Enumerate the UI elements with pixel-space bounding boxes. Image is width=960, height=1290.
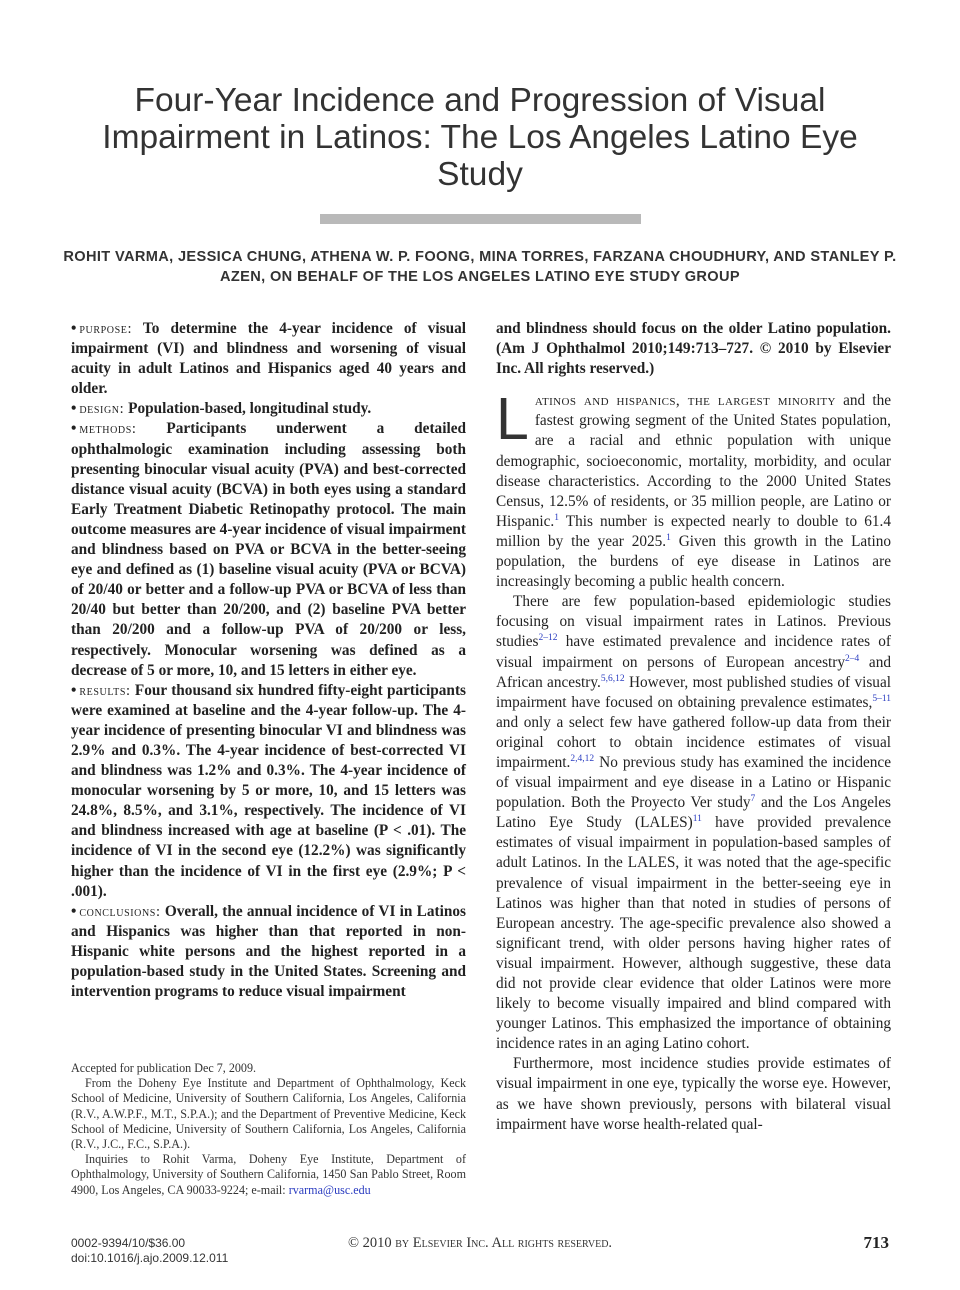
citation-link[interactable]: 2,4,12 bbox=[570, 753, 595, 764]
citation-link[interactable]: 2–12 bbox=[538, 633, 558, 644]
correspondence-text: Inquiries to Rohit Varma, Doheny Eye Institute, Department of Ophthalmology, University of Southern California, 1450 San Pablo Street, Room 4900, Los Angeles, CA 90033-9224; e-mail: bbox=[71, 1152, 466, 1197]
citation-link[interactable]: 11 bbox=[692, 814, 702, 825]
intro-paragraph-2 bbox=[496, 592, 891, 1054]
citation-link[interactable]: 5,6,12 bbox=[600, 673, 625, 684]
body-text: There are few population-based epidemiologic studies focusing on visual impairment rates in Latinos. Previous studies bbox=[496, 593, 891, 651]
body-text: and only a select few have gathered follow-up data from their original cohort to obtain incidence estimates of visual impairment. bbox=[496, 713, 891, 771]
body-text: No previous study has examined the incidence of visual impairment and eye disease in a Latino or Hispanic population. Both the Proyecto Ver study bbox=[496, 753, 891, 812]
doi-link[interactable]: doi:10.1016/j.ajo.2009.12.011 bbox=[71, 1251, 229, 1265]
citation-link[interactable]: 1 bbox=[554, 512, 559, 523]
purpose-heading: purpose: bbox=[79, 321, 133, 337]
bullet-icon: • bbox=[71, 681, 77, 699]
footnotes bbox=[71, 1061, 466, 1198]
body-text: and the fastest growing segment of the United States population, are a racial and ethnic population with unique demographic, socioeconomic, mortality, morbidity, and ocular disease characteristics. According to the 2000 United States Census, 12.5% of residents, or 35 million people, are Latino or Hispanic. bbox=[496, 392, 892, 530]
methods-text: Participants underwent a detailed ophthalmologic examination including assessing both presenting binocular visual acuity (PVA) and best-corrected distance visual acuity (BCVA) in both eyes using a standard Early Treatment Diabetic Retinopathy protocol. The main outcome measures are 4-year incidence of visual impairment and blindness based on PVA or BCVA in the better-seeing eye and defined as (1) baseline visual acuity (PVA or BCVA) of 20/40 or better and a follow-up PVA or BCVA of less than 20/40 but better than 20/200, and (2) baseline PVA better than 20/200 and a follow-up PVA of 20/200 or less, respectively. Monocular worsening was defined as a decrease of 5 or more, 10, and 15 letters in either eye. bbox=[71, 420, 466, 679]
citation-link[interactable]: 1 bbox=[666, 532, 671, 543]
abstract-purpose bbox=[71, 319, 466, 399]
abstract-column bbox=[71, 319, 466, 1002]
abstract-citation: (Am J Ophthalmol 2010;149:713–727. © 2010 by Elsevier Inc. All rights reserved.) bbox=[496, 340, 891, 378]
body-text: However, most published studies of visual impairment have focused on obtaining prevalence estimates, bbox=[496, 673, 891, 711]
intro-paragraph-1 bbox=[496, 386, 892, 592]
page-number: 713 bbox=[863, 1233, 889, 1252]
body-text: and African ancestry. bbox=[496, 653, 891, 691]
drop-cap: L bbox=[496, 386, 529, 453]
results-text: Four thousand six hundred fifty-eight participants were examined at baseline and the 4-year follow-up. The 4-year incidence of presenting binocular VI and blindness was 2.9% and 0.3%. The 4-year incidence of best-corrected VI and blindness was 1.2% and 0.3%. The 4-year incidence of monocular worsening by 5 or more, 10, and 15 letters was 24.8%, 8.5%, and 3.1%, respectively. The incidence of VI and blindness increased with age at baseline (P < .01). The incidence of VI in the second eye (12.2%) was significantly higher than the incidence of VI in the first eye (2.9%; P < .001). bbox=[71, 681, 466, 900]
bullet-icon: • bbox=[71, 902, 77, 920]
bullet-icon: • bbox=[71, 420, 77, 438]
body-text: have estimated prevalence and incidence rates of visual impairment on persons of European ancestry bbox=[496, 633, 892, 671]
email-link[interactable]: rvarma@usc.edu bbox=[288, 1182, 371, 1197]
intro-paragraph-3: Furthermore, most incidence studies provide estimates of visual impairment in one eye, typically the worse eye. However, as we have shown previously, persons with bilateral visual impairment have worse health-related qual- bbox=[496, 1055, 891, 1133]
footer-copyright bbox=[300, 1235, 660, 1252]
purpose-text: To determine the 4-year incidence of visual impairment (VI) and blindness and worsening of visual acuity in adult Latinos and Hispanics aged 40 years and older. bbox=[71, 320, 466, 398]
affiliation-note: From the Doheny Eye Institute and Department of Ophthalmology, Keck School of Medicine, University of Southern California, Los Angeles, California (R.V., A.W.P.F., M.T., S.P.A.); and the Department of Preventive Medicine, Keck School of Medicine, University of Southern California, Los Angeles, California (R.V., J.C., F.C., S.P.A.). bbox=[71, 1076, 466, 1152]
bullet-icon: • bbox=[71, 320, 77, 337]
lead-in-text: atinos and hispanics, the largest minority bbox=[534, 392, 836, 410]
conclusions-text: Overall, the annual incidence of VI in Latinos and Hispanics was higher than that reported in non-Hispanic white persons and the highest reported in a population-based study in the United States. Screening and intervention programs to reduce visual impairment bbox=[71, 902, 466, 1001]
abstract-conclusions bbox=[71, 902, 466, 1002]
citation-link[interactable]: 7 bbox=[750, 794, 756, 805]
body-text: have provided prevalence estimates of visual impairment in population-based samples of adult Latinos. In the LALES, it was noted that the age-specific prevalence of visual impairment in the better-seeing eye in Latinos was higher than that noted in studies of persons of European ancestry. The age-specific prevalence also showed a significant trend, with older persons having higher rates of visual impairment. However, although suggestive, these data did not provide clear evidence that older Latinos were more likely to become visually impaired and blind compared with younger Latinos. This emphasized the importance of obtaining incidence rates in an aging Latino cohort. bbox=[496, 814, 891, 1053]
copyright-text: © 2010 by Elsevier Inc. All rights reserved. bbox=[347, 1235, 613, 1251]
results-heading: results: bbox=[79, 682, 131, 699]
design-text: Population-based, longitudinal study. bbox=[128, 400, 372, 418]
body-text: This number is expected nearly to double to 61.4 million by the year 2025. bbox=[496, 512, 891, 550]
correspondence-note bbox=[71, 1152, 466, 1198]
abstract-results bbox=[71, 681, 466, 902]
author-list: ROHIT VARMA, JESSICA CHUNG, ATHENA W. P. FOONG, MINA TORRES, FARZANA CHOUDHURY, AND STANLEY P. AZEN, ON BEHALF OF THE LOS ANGELES LATINO EYE STUDY GROUP bbox=[63, 249, 897, 285]
design-heading: design: bbox=[79, 401, 125, 418]
article-title: Four-Year Incidence and Progression of Visual Impairment in Latinos: The Los Angeles Latino Eye Study bbox=[102, 82, 858, 193]
abstract-design bbox=[71, 399, 466, 419]
citation-link[interactable]: 5–11 bbox=[872, 693, 891, 704]
footer-identifiers bbox=[71, 1236, 228, 1266]
title-divider bbox=[320, 214, 641, 224]
abstract-conclusion-continued bbox=[496, 319, 891, 379]
body-text: and the Los Angeles Latino Eye Study (LALES) bbox=[496, 794, 892, 832]
body-column bbox=[496, 319, 891, 1135]
body-text: Given this growth in the Latino population, the burdens of eye disease in Latinos are increasingly becoming a public health concern. bbox=[496, 532, 892, 591]
accepted-date: Accepted for publication Dec 7, 2009. bbox=[71, 1061, 257, 1075]
conclusions-continued-text: and blindness should focus on the older Latino population. bbox=[496, 320, 891, 337]
methods-heading: methods: bbox=[79, 421, 137, 438]
conclusions-heading: conclusions: bbox=[79, 903, 161, 920]
abstract-methods bbox=[71, 419, 466, 680]
issn: 0002-9394/10/$36.00 bbox=[71, 1236, 186, 1250]
citation-link[interactable]: 2–4 bbox=[845, 653, 860, 664]
bullet-icon: • bbox=[71, 400, 77, 418]
